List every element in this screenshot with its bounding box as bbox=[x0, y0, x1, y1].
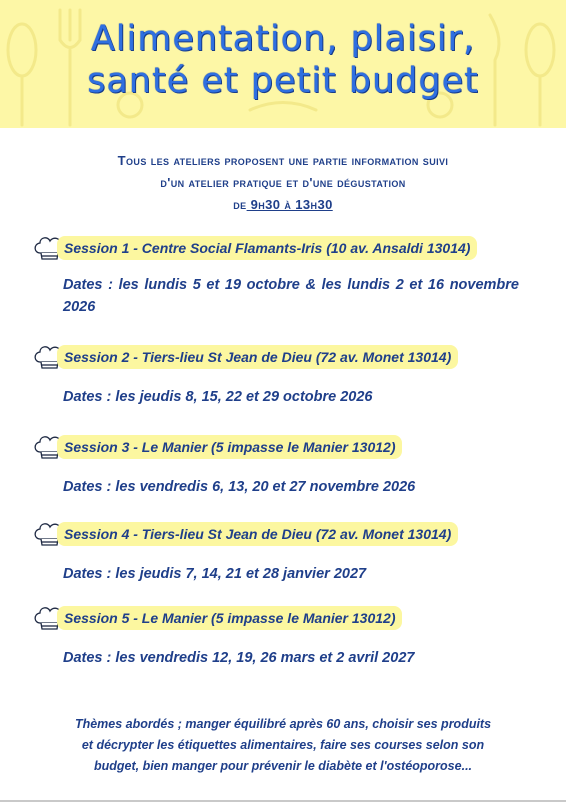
intro-line-3 bbox=[30, 194, 536, 216]
intro-line-2: d'un atelier pratique et d'une dégustation bbox=[160, 175, 406, 190]
session-5-dates: Dates : les vendredis 12, 19, 26 mars et 2 avril 2027 bbox=[63, 650, 415, 666]
session-5-header bbox=[32, 603, 552, 633]
session-2-title: Session 2 - Tiers-lieu St Jean de Dieu (72 av. Monet 13014) bbox=[57, 345, 458, 369]
intro-text bbox=[30, 150, 536, 216]
session-3-dates: Dates : les vendredis 6, 13, 20 et 27 novembre 2026 bbox=[63, 479, 416, 495]
intro-line-1: Tous les ateliers proposent une partie information suivi bbox=[117, 153, 449, 168]
session-4-header bbox=[32, 519, 552, 549]
session-1-dates: Dates : les lundis 5 et 19 octobre & les lundis 2 et 16 novembre 2026 bbox=[63, 277, 519, 315]
session-2-header bbox=[32, 342, 552, 372]
session-2-dates: Dates : les jeudis 8, 15, 22 et 29 octobre 2026 bbox=[63, 389, 373, 405]
session-3-title: Session 3 - Le Manier (5 impasse le Manier 13012) bbox=[57, 435, 402, 459]
title-line-2: santé et petit budget bbox=[87, 61, 479, 101]
intro-time-prefix: de bbox=[233, 197, 247, 212]
footer-line-1: Thèmes abordés ; manger équilibré après 60 ans, choisir ses produits bbox=[74, 717, 492, 731]
session-4-dates: Dates : les jeudis 7, 14, 21 et 28 janvier 2027 bbox=[63, 566, 367, 582]
page-title bbox=[0, 18, 566, 102]
session-1-title: Session 1 - Centre Social Flamants-Iris (10 av. Ansaldi 13014) bbox=[57, 236, 477, 260]
footer-line-3: budget, bien manger pour prévenir le diabète et l'ostéoporose... bbox=[93, 759, 473, 773]
themes-footer bbox=[50, 714, 516, 777]
intro-time: 9h30 à 13h30 bbox=[246, 197, 333, 212]
session-5-title: Session 5 - Le Manier (5 impasse le Manier 13012) bbox=[57, 606, 402, 630]
session-4-title: Session 4 - Tiers-lieu St Jean de Dieu (72 av. Monet 13014) bbox=[57, 522, 458, 546]
footer-line-2: et décrypter les étiquettes alimentaires, faire ses courses selon son bbox=[81, 738, 485, 752]
title-line-1: Alimentation, plaisir, bbox=[90, 19, 476, 59]
session-1-header bbox=[32, 233, 552, 263]
session-3-header bbox=[32, 432, 552, 462]
header-banner bbox=[0, 0, 566, 128]
